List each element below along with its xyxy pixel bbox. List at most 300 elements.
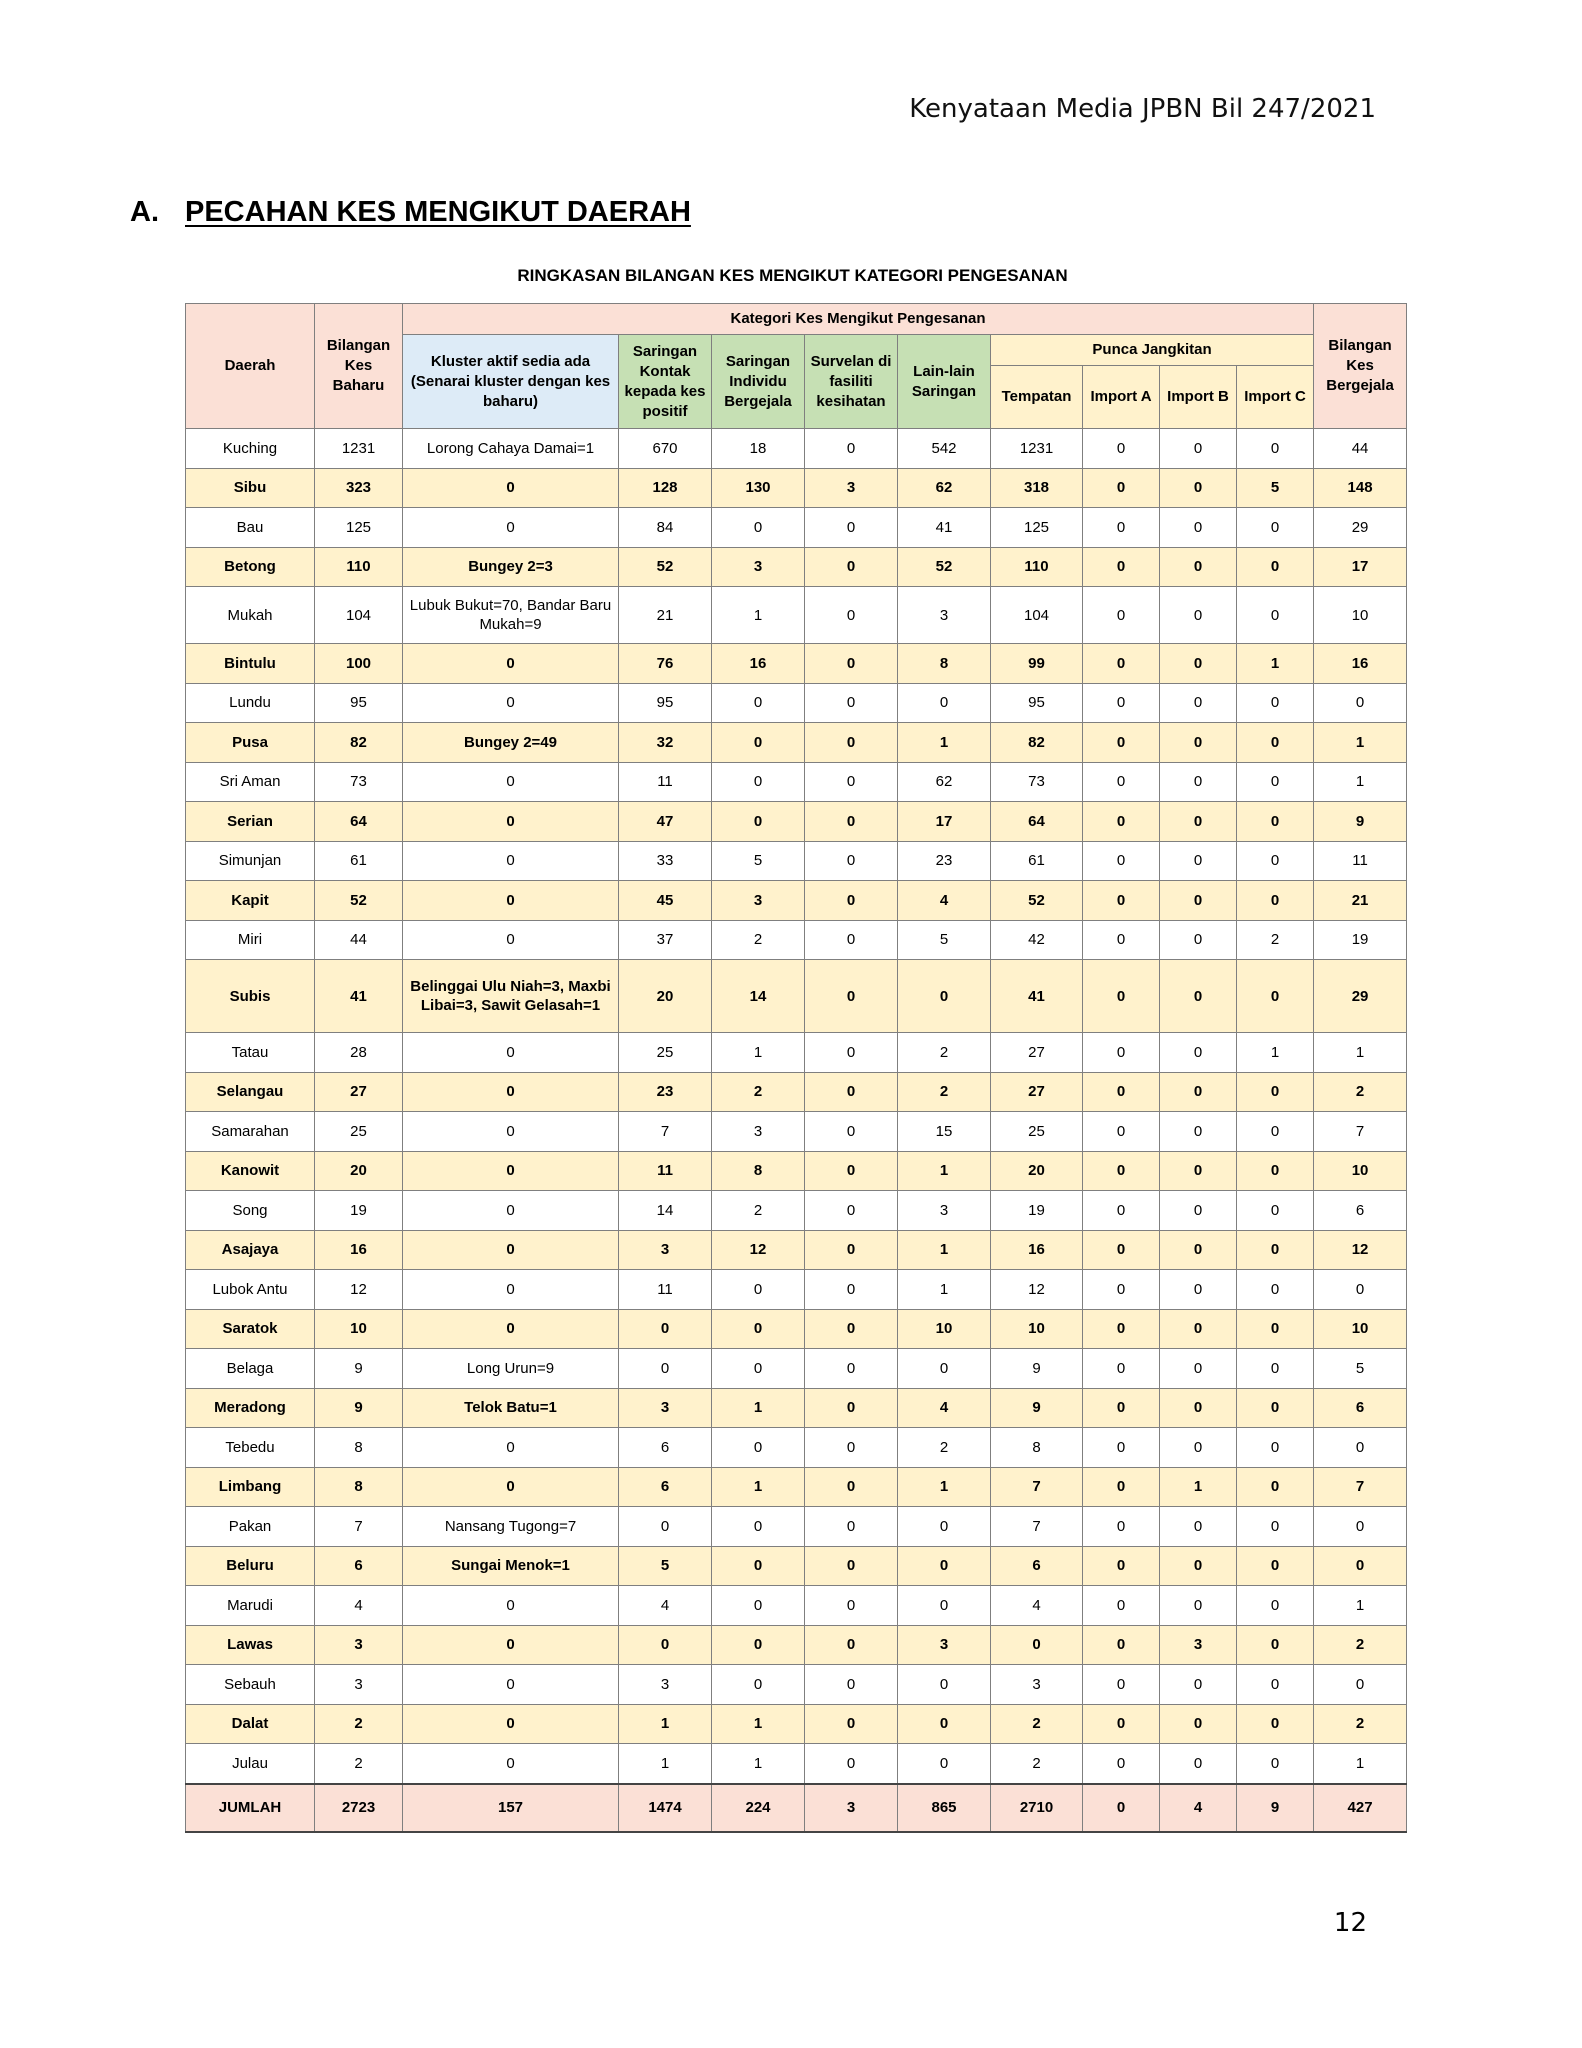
- table-cell: 8: [898, 644, 991, 684]
- table-cell: 0: [1237, 1309, 1314, 1349]
- table-cell: 3: [991, 1665, 1083, 1705]
- table-cell: 18: [712, 429, 805, 469]
- total-cell: 3: [805, 1784, 898, 1832]
- table-row: [186, 762, 1407, 802]
- table-cell: 0: [898, 1507, 991, 1547]
- table-cell: 1: [898, 723, 991, 763]
- table-cell: 1: [1314, 723, 1407, 763]
- table-cell: 1: [898, 1270, 991, 1310]
- cell-kluster: 0: [403, 1270, 619, 1310]
- table-row: [186, 881, 1407, 921]
- cell-daerah: Miri: [186, 920, 315, 960]
- table-cell: 61: [991, 841, 1083, 881]
- cell-daerah: Lawas: [186, 1625, 315, 1665]
- table-cell: 44: [1314, 429, 1407, 469]
- table-cell: 0: [1160, 1665, 1237, 1705]
- table-cell: 0: [1160, 723, 1237, 763]
- table-cell: 0: [898, 683, 991, 723]
- table-row: [186, 547, 1407, 587]
- table-cell: 2: [712, 920, 805, 960]
- table-cell: 0: [1160, 1744, 1237, 1784]
- cell-daerah: Kapit: [186, 881, 315, 921]
- table-cell: 3: [619, 1665, 712, 1705]
- total-row: [186, 1784, 1407, 1832]
- cell-daerah: Meradong: [186, 1388, 315, 1428]
- table-cell: 0: [805, 1507, 898, 1547]
- table-cell: 17: [898, 802, 991, 842]
- cell-kluster: 0: [403, 1586, 619, 1626]
- table-cell: 3: [619, 1230, 712, 1270]
- table-cell: 5: [712, 841, 805, 881]
- table-cell: 1: [1314, 762, 1407, 802]
- table-row: [186, 1033, 1407, 1073]
- header-tempatan: Tempatan: [991, 366, 1083, 429]
- table-cell: 0: [805, 1665, 898, 1705]
- cell-daerah: Song: [186, 1191, 315, 1231]
- table-cell: 0: [712, 1349, 805, 1389]
- table-cell: 1: [712, 587, 805, 644]
- table-cell: 0: [712, 1428, 805, 1468]
- table-cell: 0: [1083, 841, 1160, 881]
- table-cell: 0: [1083, 547, 1160, 587]
- table-cell: 0: [1160, 644, 1237, 684]
- table-row: [186, 841, 1407, 881]
- table-cell: 0: [805, 1704, 898, 1744]
- header-import-a: Import A: [1083, 366, 1160, 429]
- cell-kluster: 0: [403, 468, 619, 508]
- cell-daerah: Lundu: [186, 683, 315, 723]
- table-cell: 0: [805, 1112, 898, 1152]
- table-cell: 21: [619, 587, 712, 644]
- table-cell: 52: [991, 881, 1083, 921]
- table-cell: 0: [1160, 881, 1237, 921]
- table-cell: 0: [1083, 1586, 1160, 1626]
- cell-kluster: 0: [403, 1033, 619, 1073]
- table-cell: 0: [1237, 841, 1314, 881]
- table-cell: 0: [898, 960, 991, 1033]
- table-row: [186, 920, 1407, 960]
- cell-kluster: 0: [403, 508, 619, 548]
- table-cell: 5: [898, 920, 991, 960]
- table-cell: 9: [991, 1349, 1083, 1389]
- cell-kluster: Bungey 2=49: [403, 723, 619, 763]
- table-cell: 0: [805, 802, 898, 842]
- cell-kluster: 0: [403, 1191, 619, 1231]
- table-cell: 0: [898, 1665, 991, 1705]
- table-cell: 0: [1083, 587, 1160, 644]
- table-cell: 3: [898, 587, 991, 644]
- cell-kluster: 0: [403, 1309, 619, 1349]
- table-cell: 0: [805, 1744, 898, 1784]
- document-header: Kenyataan Media JPBN Bil 247/2021: [909, 94, 1376, 124]
- table-cell: 0: [898, 1586, 991, 1626]
- table-cell: 82: [991, 723, 1083, 763]
- table-cell: 0: [805, 1072, 898, 1112]
- table-cell: 41: [315, 960, 403, 1033]
- table-cell: 8: [712, 1151, 805, 1191]
- table-cell: 0: [805, 960, 898, 1033]
- total-cell: 1474: [619, 1784, 712, 1832]
- table-row: [186, 1270, 1407, 1310]
- table-row: [186, 429, 1407, 469]
- cell-kluster: 0: [403, 1151, 619, 1191]
- total-cell: 865: [898, 1784, 991, 1832]
- header-kategori: Kategori Kes Mengikut Pengesanan: [403, 304, 1314, 335]
- table-cell: 47: [619, 802, 712, 842]
- table-cell: 0: [1160, 1191, 1237, 1231]
- table-cell: 0: [1083, 1349, 1160, 1389]
- table-cell: 670: [619, 429, 712, 469]
- table-cell: 0: [1160, 1230, 1237, 1270]
- table-row: [186, 587, 1407, 644]
- table-cell: 0: [1160, 1151, 1237, 1191]
- cell-kluster: Sungai Menok=1: [403, 1546, 619, 1586]
- cell-kluster: Bungey 2=3: [403, 547, 619, 587]
- table-cell: 0: [805, 587, 898, 644]
- table-cell: 21: [1314, 881, 1407, 921]
- table-cell: 17: [1314, 547, 1407, 587]
- table-cell: 11: [619, 762, 712, 802]
- table-cell: 104: [991, 587, 1083, 644]
- table-cell: 32: [619, 723, 712, 763]
- table-cell: 0: [1160, 960, 1237, 1033]
- table-cell: 1: [1237, 644, 1314, 684]
- table-cell: 0: [619, 1309, 712, 1349]
- table-cell: 28: [315, 1033, 403, 1073]
- table-cell: 95: [619, 683, 712, 723]
- table-cell: 4: [315, 1586, 403, 1626]
- table-cell: 6: [619, 1428, 712, 1468]
- cell-daerah: Selangau: [186, 1072, 315, 1112]
- table-cell: 12: [991, 1270, 1083, 1310]
- header-survelan: Survelan di fasiliti kesihatan: [805, 335, 898, 429]
- table-cell: 8: [315, 1467, 403, 1507]
- table-cell: 3: [805, 468, 898, 508]
- table-cell: 15: [898, 1112, 991, 1152]
- total-cell: 0: [1083, 1784, 1160, 1832]
- table-cell: 4: [898, 1388, 991, 1428]
- table-cell: 4: [619, 1586, 712, 1626]
- cell-kluster: 0: [403, 1744, 619, 1784]
- table-cell: 0: [805, 1467, 898, 1507]
- table-cell: 0: [805, 881, 898, 921]
- table-cell: 0: [805, 1546, 898, 1586]
- table-cell: 0: [805, 1625, 898, 1665]
- cell-daerah: Asajaya: [186, 1230, 315, 1270]
- table-cell: 10: [1314, 1151, 1407, 1191]
- cell-daerah: Serian: [186, 802, 315, 842]
- table-cell: 5: [619, 1546, 712, 1586]
- table-cell: 0: [1083, 960, 1160, 1033]
- table-cell: 0: [712, 762, 805, 802]
- cell-kluster: Telok Batu=1: [403, 1388, 619, 1428]
- table-cell: 2: [1314, 1625, 1407, 1665]
- table-cell: 12: [712, 1230, 805, 1270]
- case-summary-table: [185, 303, 1407, 1833]
- header-saringan-individu: Saringan Individu Bergejala: [712, 335, 805, 429]
- table-cell: 0: [1237, 1270, 1314, 1310]
- cell-kluster: 0: [403, 1625, 619, 1665]
- total-label: JUMLAH: [186, 1784, 315, 1832]
- table-cell: 0: [805, 1191, 898, 1231]
- table-cell: 2: [315, 1704, 403, 1744]
- table-cell: 19: [315, 1191, 403, 1231]
- table-cell: 25: [315, 1112, 403, 1152]
- table-cell: 1: [712, 1388, 805, 1428]
- table-cell: 45: [619, 881, 712, 921]
- table-cell: 100: [315, 644, 403, 684]
- table-caption: RINGKASAN BILANGAN KES MENGIKUT KATEGORI PENGESANAN: [517, 266, 1068, 285]
- cell-kluster: 0: [403, 762, 619, 802]
- table-cell: 0: [1160, 1586, 1237, 1626]
- table-cell: 0: [1083, 920, 1160, 960]
- table-cell: 52: [619, 547, 712, 587]
- cell-kluster: Nansang Tugong=7: [403, 1507, 619, 1547]
- table-cell: 0: [1237, 1428, 1314, 1468]
- table-cell: 19: [991, 1191, 1083, 1231]
- table-cell: 0: [1314, 1546, 1407, 1586]
- table-cell: 0: [805, 508, 898, 548]
- header-daerah: Daerah: [186, 304, 315, 429]
- table-row: [186, 1191, 1407, 1231]
- table-cell: 0: [1237, 1744, 1314, 1784]
- table-cell: 0: [1237, 960, 1314, 1033]
- table-cell: 0: [1314, 1428, 1407, 1468]
- total-cell: 9: [1237, 1784, 1314, 1832]
- table-cell: 1: [898, 1151, 991, 1191]
- cell-daerah: Tatau: [186, 1033, 315, 1073]
- table-cell: 0: [1160, 587, 1237, 644]
- table-cell: 0: [1083, 1270, 1160, 1310]
- table-cell: 0: [619, 1349, 712, 1389]
- table-cell: 27: [991, 1072, 1083, 1112]
- table-cell: 0: [712, 723, 805, 763]
- table-cell: 2: [1237, 920, 1314, 960]
- table-cell: 0: [1237, 1349, 1314, 1389]
- table-cell: 2: [991, 1704, 1083, 1744]
- table-cell: 0: [1083, 1428, 1160, 1468]
- table-cell: 0: [1160, 683, 1237, 723]
- table-cell: 0: [1160, 1072, 1237, 1112]
- table-row: [186, 723, 1407, 763]
- table-row: [186, 1388, 1407, 1428]
- table-cell: 110: [991, 547, 1083, 587]
- cell-daerah: Sibu: [186, 468, 315, 508]
- header-import-c: Import C: [1237, 366, 1314, 429]
- table-cell: 1: [1314, 1033, 1407, 1073]
- table-cell: 1: [712, 1704, 805, 1744]
- table-cell: 1: [712, 1744, 805, 1784]
- table-cell: 27: [991, 1033, 1083, 1073]
- table-cell: 99: [991, 644, 1083, 684]
- total-cell: 2723: [315, 1784, 403, 1832]
- table-cell: 1: [712, 1467, 805, 1507]
- cell-kluster: 0: [403, 1072, 619, 1112]
- table-cell: 1: [898, 1467, 991, 1507]
- table-cell: 2: [898, 1428, 991, 1468]
- table-cell: 0: [1083, 881, 1160, 921]
- table-cell: 0: [1160, 802, 1237, 842]
- table-cell: 0: [1160, 1309, 1237, 1349]
- table-cell: 0: [898, 1349, 991, 1389]
- table-cell: 20: [991, 1151, 1083, 1191]
- table-cell: 0: [1083, 1467, 1160, 1507]
- table-cell: 0: [712, 1665, 805, 1705]
- table-cell: 1: [1314, 1586, 1407, 1626]
- table-cell: 42: [991, 920, 1083, 960]
- table-cell: 2: [712, 1072, 805, 1112]
- table-cell: 125: [315, 508, 403, 548]
- table-cell: 10: [898, 1309, 991, 1349]
- table-cell: 7: [1314, 1467, 1407, 1507]
- table-cell: 8: [991, 1428, 1083, 1468]
- table-cell: 0: [805, 1586, 898, 1626]
- table-cell: 5: [1314, 1349, 1407, 1389]
- table-cell: 20: [315, 1151, 403, 1191]
- table-cell: 29: [1314, 960, 1407, 1033]
- cell-daerah: Limbang: [186, 1467, 315, 1507]
- table-cell: 0: [1237, 1191, 1314, 1231]
- cell-kluster: 0: [403, 644, 619, 684]
- table-cell: 7: [315, 1507, 403, 1547]
- table-cell: 6: [991, 1546, 1083, 1586]
- table-cell: 0: [805, 762, 898, 802]
- section-title: PECAHAN KES MENGIKUT DAERAH: [185, 196, 691, 228]
- table-cell: 7: [1314, 1112, 1407, 1152]
- cell-daerah: Bintulu: [186, 644, 315, 684]
- table-cell: 1: [619, 1744, 712, 1784]
- table-cell: 14: [712, 960, 805, 1033]
- table-cell: 0: [1160, 1507, 1237, 1547]
- table-body: [186, 429, 1407, 1832]
- table-cell: 0: [805, 547, 898, 587]
- table-cell: 0: [1083, 1546, 1160, 1586]
- cell-kluster: 0: [403, 920, 619, 960]
- table-cell: 11: [619, 1270, 712, 1310]
- table-cell: 0: [1237, 1586, 1314, 1626]
- table-cell: 11: [619, 1151, 712, 1191]
- table-cell: 0: [1160, 1349, 1237, 1389]
- table-cell: 0: [1314, 1270, 1407, 1310]
- table-cell: 0: [805, 1033, 898, 1073]
- cell-kluster: Lubuk Bukut=70, Bandar Baru Mukah=9: [403, 587, 619, 644]
- table-cell: 2: [315, 1744, 403, 1784]
- table-cell: 16: [315, 1230, 403, 1270]
- table-cell: 0: [1083, 1704, 1160, 1744]
- cell-kluster: Lorong Cahaya Damai=1: [403, 429, 619, 469]
- table-cell: 9: [315, 1349, 403, 1389]
- cell-kluster: 0: [403, 1428, 619, 1468]
- table-cell: 6: [315, 1546, 403, 1586]
- table-cell: 2: [712, 1191, 805, 1231]
- table-cell: 0: [805, 1349, 898, 1389]
- table-cell: 1: [619, 1704, 712, 1744]
- table-cell: 0: [805, 920, 898, 960]
- table-cell: 11: [1314, 841, 1407, 881]
- table-cell: 3: [619, 1388, 712, 1428]
- table-cell: 3: [315, 1625, 403, 1665]
- table-cell: 0: [1083, 762, 1160, 802]
- table-row: [186, 1665, 1407, 1705]
- table-cell: 1: [898, 1230, 991, 1270]
- table-cell: 0: [898, 1546, 991, 1586]
- table-cell: 0: [805, 683, 898, 723]
- table-cell: 82: [315, 723, 403, 763]
- table-cell: 0: [805, 429, 898, 469]
- cell-daerah: Sebauh: [186, 1665, 315, 1705]
- table-row: [186, 1309, 1407, 1349]
- table-cell: 104: [315, 587, 403, 644]
- table-row: [186, 468, 1407, 508]
- table-cell: 10: [315, 1309, 403, 1349]
- total-cell: 157: [403, 1784, 619, 1832]
- table-row: [186, 1507, 1407, 1547]
- table-cell: 0: [1083, 1072, 1160, 1112]
- table-cell: 6: [619, 1467, 712, 1507]
- cell-daerah: Betong: [186, 547, 315, 587]
- table-cell: 0: [1083, 1112, 1160, 1152]
- header-saringan-kontak: Saringan Kontak kepada kes positif: [619, 335, 712, 429]
- table-cell: 0: [712, 1586, 805, 1626]
- table-cell: 125: [991, 508, 1083, 548]
- table-row: [186, 1112, 1407, 1152]
- table-cell: 0: [1237, 1467, 1314, 1507]
- cell-daerah: Pakan: [186, 1507, 315, 1547]
- table-cell: 0: [1314, 1665, 1407, 1705]
- cell-daerah: Beluru: [186, 1546, 315, 1586]
- header-punca: Punca Jangkitan: [991, 335, 1314, 366]
- cell-daerah: Marudi: [186, 1586, 315, 1626]
- table-cell: 0: [712, 1270, 805, 1310]
- table-cell: 4: [898, 881, 991, 921]
- table-cell: 0: [991, 1625, 1083, 1665]
- table-cell: 23: [898, 841, 991, 881]
- table-row: [186, 1428, 1407, 1468]
- table-cell: 0: [1160, 1704, 1237, 1744]
- table-cell: 95: [315, 683, 403, 723]
- table-cell: 62: [898, 468, 991, 508]
- table-cell: 3: [712, 1112, 805, 1152]
- table-cell: 0: [1237, 1704, 1314, 1744]
- table-cell: 95: [991, 683, 1083, 723]
- table-cell: 0: [1237, 1546, 1314, 1586]
- table-row: [186, 960, 1407, 1033]
- table-cell: 0: [898, 1704, 991, 1744]
- table-cell: 0: [1237, 1388, 1314, 1428]
- total-cell: 2710: [991, 1784, 1083, 1832]
- table-cell: 27: [315, 1072, 403, 1112]
- table-cell: 12: [315, 1270, 403, 1310]
- table-cell: 61: [315, 841, 403, 881]
- table-cell: 0: [805, 1230, 898, 1270]
- cell-daerah: Sri Aman: [186, 762, 315, 802]
- total-cell: 427: [1314, 1784, 1407, 1832]
- summary-table-container: [185, 262, 1400, 1833]
- table-cell: 0: [712, 1546, 805, 1586]
- table-cell: 0: [1160, 762, 1237, 802]
- table-cell: 0: [1237, 683, 1314, 723]
- cell-daerah: Mukah: [186, 587, 315, 644]
- table-cell: 0: [1237, 508, 1314, 548]
- section-letter: A.: [130, 196, 159, 228]
- cell-daerah: Pusa: [186, 723, 315, 763]
- table-cell: 128: [619, 468, 712, 508]
- table-cell: 0: [1237, 1230, 1314, 1270]
- table-cell: 6: [1314, 1191, 1407, 1231]
- table-cell: 0: [805, 1388, 898, 1428]
- table-cell: 9: [991, 1388, 1083, 1428]
- table-cell: 52: [315, 881, 403, 921]
